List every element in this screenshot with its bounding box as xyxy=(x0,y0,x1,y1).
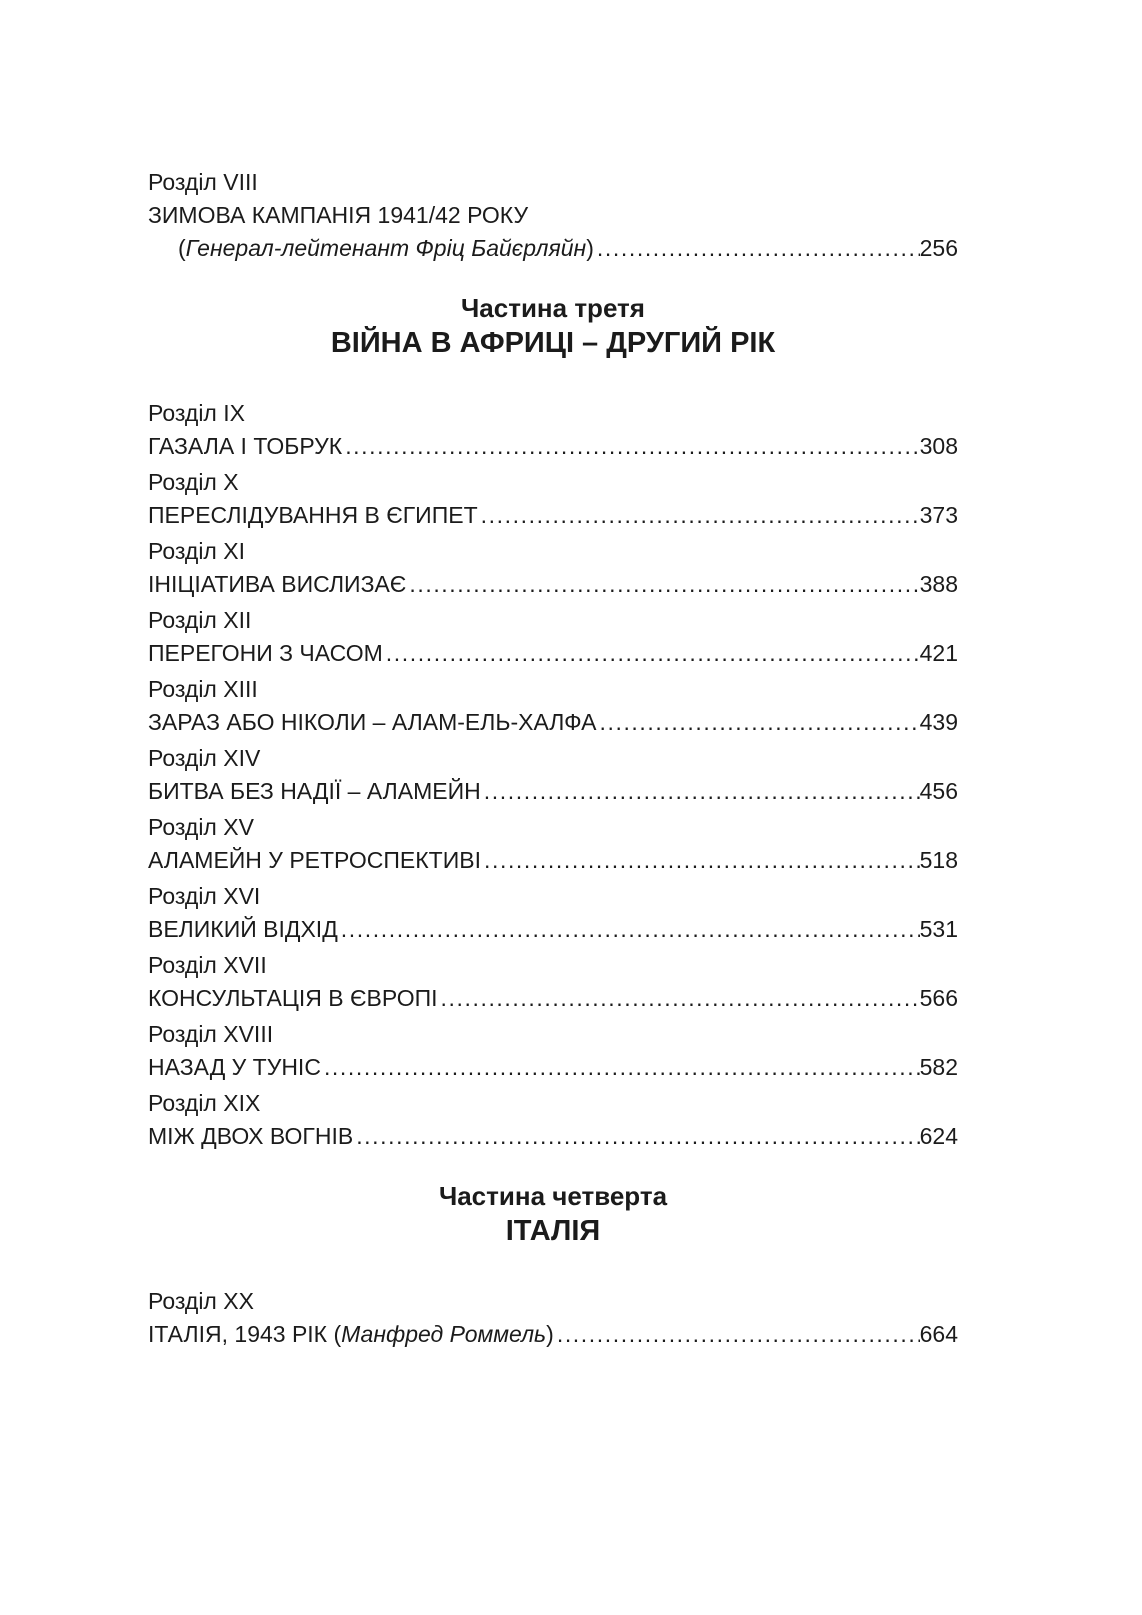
chapter-author: Генерал-лейтенант Фріц Байєрляйн xyxy=(185,235,587,261)
chapter-title: ПЕРЕГОНИ З ЧАСОМ xyxy=(148,640,383,666)
chapter-title: МІЖ ДВОХ ВОГНІВ xyxy=(148,1123,354,1149)
chapter-title: ІНІЦІАТИВА ВИСЛИЗАЄ xyxy=(148,571,407,597)
chapter-title-line xyxy=(148,775,958,808)
part-three-heading xyxy=(148,292,958,362)
page-number: 664 xyxy=(919,1321,958,1347)
page-number: 624 xyxy=(919,1123,958,1149)
chapter-label: Розділ XIII xyxy=(148,676,258,702)
chapter-title-line xyxy=(148,568,958,601)
dot-leader xyxy=(356,1120,919,1153)
toc-entry xyxy=(148,673,958,739)
chapter-label: Розділ XVIII xyxy=(148,1021,274,1047)
toc-entry-viii xyxy=(148,166,958,265)
dot-leader xyxy=(599,706,919,739)
chapter-author-line xyxy=(148,232,958,265)
chapter-label: Розділ XI xyxy=(148,538,245,564)
part-title: ІТАЛІЯ xyxy=(505,1215,601,1247)
chapter-title-line xyxy=(148,1051,958,1084)
chapter-title: ГАЗАЛА І ТОБРУК xyxy=(148,433,343,459)
page-number: 456 xyxy=(919,778,958,804)
page-number: 582 xyxy=(919,1054,958,1080)
chapter-title-line xyxy=(148,844,958,877)
page-number: 373 xyxy=(919,502,958,528)
chapter-title-line xyxy=(148,1120,958,1153)
toc-entry xyxy=(148,811,958,877)
part-four-heading xyxy=(148,1180,958,1250)
toc-entry xyxy=(148,604,958,670)
part-title: ВІЙНА В АФРИЦІ – ДРУГИЙ РІК xyxy=(330,327,776,359)
page-number: 518 xyxy=(919,847,958,873)
dot-leader xyxy=(345,430,919,463)
chapter-label: Розділ XVII xyxy=(148,952,267,978)
toc-entry xyxy=(148,1018,958,1084)
paren-close: ) xyxy=(546,1321,554,1347)
page-number: 421 xyxy=(919,640,958,666)
chapter-title: АЛАМЕЙН У РЕТРОСПЕКТИВІ xyxy=(148,847,481,873)
chapter-label: Розділ VIII xyxy=(148,169,258,195)
chapter-title-line xyxy=(148,499,958,532)
dot-leader xyxy=(441,982,920,1015)
toc-entry xyxy=(148,742,958,808)
page-number: 566 xyxy=(919,985,958,1011)
part-label: Частина третя xyxy=(461,293,645,323)
chapter-title-line xyxy=(148,913,958,946)
dot-leader xyxy=(481,499,920,532)
dot-leader xyxy=(597,232,920,265)
dot-leader xyxy=(484,775,920,808)
paren-close: ) xyxy=(586,235,594,261)
toc-entry xyxy=(148,397,958,463)
toc-entry xyxy=(148,1087,958,1153)
chapter-title: КОНСУЛЬТАЦІЯ В ЄВРОПІ xyxy=(148,985,438,1011)
toc-entry xyxy=(148,880,958,946)
chapter-label: Розділ XIV xyxy=(148,745,261,771)
chapter-title-line xyxy=(148,430,958,463)
dot-leader xyxy=(557,1318,920,1351)
chapter-title: ВЕЛИКИЙ ВІДХІД xyxy=(148,916,338,942)
toc-content xyxy=(148,166,958,1354)
page-number: 256 xyxy=(919,235,958,261)
chapter-title-line xyxy=(148,1318,958,1351)
chapter-label: Розділ XII xyxy=(148,607,252,633)
chapter-label: Розділ XX xyxy=(148,1288,254,1314)
toc-entry xyxy=(148,535,958,601)
paren-open: ( xyxy=(178,235,186,261)
toc-entry xyxy=(148,949,958,1015)
chapter-title: ЗИМОВА КАМПАНІЯ 1941/42 РОКУ xyxy=(148,202,529,228)
chapter-title-line xyxy=(148,637,958,670)
chapter-label: Розділ XV xyxy=(148,814,254,840)
chapter-title-prefix: ІТАЛІЯ, 1943 РІК ( xyxy=(148,1321,342,1347)
dot-leader xyxy=(484,844,920,877)
chapter-label: Розділ IX xyxy=(148,400,245,426)
chapter-title-line xyxy=(148,706,958,739)
chapter-label: Розділ X xyxy=(148,469,239,495)
page-number: 308 xyxy=(919,433,958,459)
chapter-title-line xyxy=(148,982,958,1015)
chapter-label: Розділ XIX xyxy=(148,1090,261,1116)
chapter-title: БИТВА БЕЗ НАДІЇ – АЛАМЕЙН xyxy=(148,778,481,804)
chapter-title: НАЗАД У ТУНІС xyxy=(148,1054,321,1080)
part-label: Частина четверта xyxy=(438,1181,668,1211)
page-number: 531 xyxy=(919,916,958,942)
chapter-title: ПЕРЕСЛІДУВАННЯ В ЄГИПЕТ xyxy=(148,502,478,528)
chapter-title: ЗАРАЗ АБО НІКОЛИ – АЛАМ-ЕЛЬ-ХАЛФА xyxy=(148,709,597,735)
toc-entry-xx xyxy=(148,1285,958,1351)
dot-leader xyxy=(324,1051,920,1084)
dot-leader xyxy=(341,913,920,946)
dot-leader xyxy=(409,568,919,601)
toc-entry xyxy=(148,466,958,532)
chapter-label: Розділ XVI xyxy=(148,883,261,909)
dot-leader xyxy=(386,637,920,670)
page-number: 439 xyxy=(919,709,958,735)
page-number: 388 xyxy=(919,571,958,597)
chapter-author: Манфред Роммель xyxy=(341,1321,547,1347)
